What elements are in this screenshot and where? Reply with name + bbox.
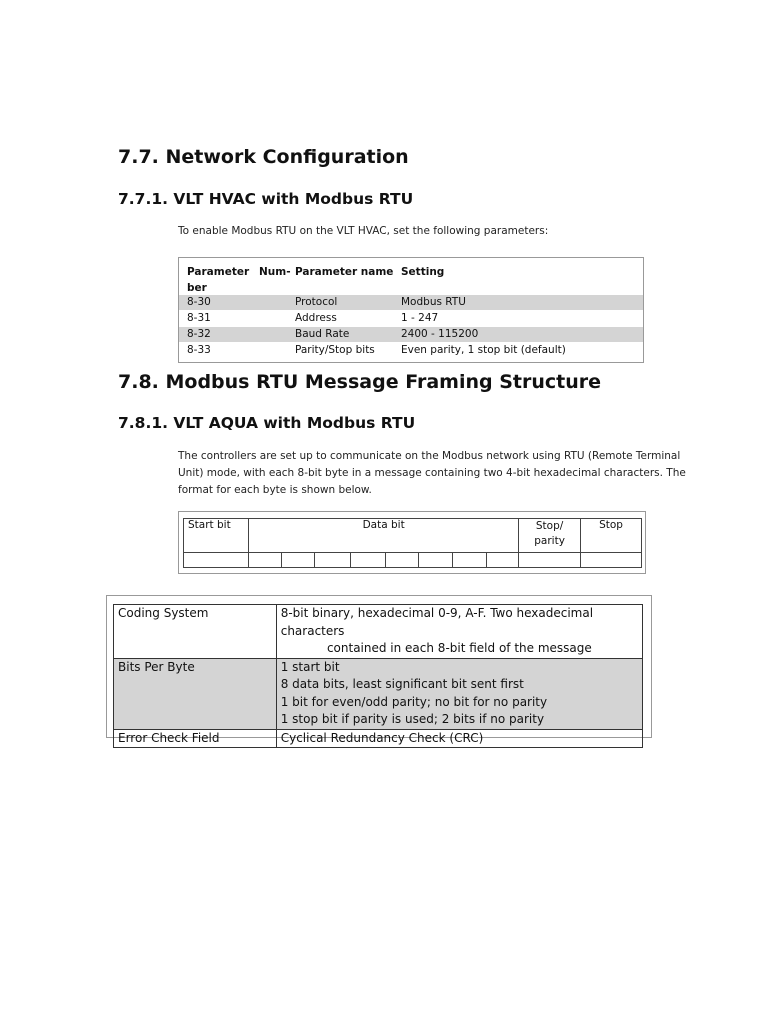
coding-system-label: Coding System	[114, 605, 277, 659]
section-title-7-7: 7.7. Network Configuration	[118, 146, 409, 168]
section-title-7-8: 7.8. Modbus RTU Message Framing Structure	[118, 371, 602, 393]
row-name: Protocol	[295, 296, 338, 308]
aqua-description-line-2: Unit) mode, with each 8-bit byte in a message containing two 4-bit hexadecimal characters. The	[178, 467, 686, 479]
row-param: 8-33	[187, 344, 211, 356]
table-row	[179, 343, 643, 358]
bit-frame-table	[178, 511, 646, 574]
bits-line-1: 1 start bit	[280, 659, 340, 674]
table-row	[179, 295, 643, 310]
hvac-intro-text: To enable Modbus RTU on the VLT HVAC, set the following parameters:	[178, 225, 549, 237]
subsection-title-7-8-1: 7.8.1. VLT AQUA with Modbus RTU	[118, 414, 416, 432]
header-parameter-name: Parameter name	[295, 266, 394, 278]
bits-per-byte-label: Bits Per Byte	[114, 658, 277, 729]
header-parameter-cont: ber	[187, 282, 207, 294]
row-param: 8-30	[187, 296, 211, 308]
bits-line-3: 1 bit for even/odd parity; no bit for no parity	[280, 694, 548, 709]
coding-system-line-2: contained in each 8-bit field of the message	[326, 641, 592, 655]
error-check-label: Error Check Field	[114, 729, 277, 748]
row-setting: 2400 - 115200	[401, 328, 479, 340]
stop-parity-label-2: parity	[534, 535, 565, 547]
row-param: 8-32	[187, 328, 211, 340]
aqua-description-line-3: format for each byte is shown below.	[178, 484, 372, 496]
aqua-description-line-1: The controllers are set up to communicate on the Modbus network using RTU (Remote Terminal	[178, 450, 681, 462]
row-setting: 1 - 247	[401, 312, 439, 324]
stop-cell: Stop	[581, 519, 642, 553]
bits-line-2: 8 data bits, least significant bit sent first	[280, 677, 524, 691]
bits-line-4: 1 stop bit if parity is used; 2 bits if no parity	[280, 712, 545, 726]
header-setting: Setting	[401, 266, 445, 278]
subsection-title-7-7-1: 7.7.1. VLT HVAC with Modbus RTU	[118, 190, 414, 208]
coding-system-line-1: 8-bit binary, hexadecimal 0-9, A-F. Two hexadecimal characters	[280, 606, 594, 638]
header-num: Num-	[259, 266, 291, 278]
row-setting: Even parity, 1 stop bit (default)	[401, 344, 566, 356]
row-param: 8-31	[187, 312, 211, 324]
header-parameter: Parameter	[187, 266, 250, 278]
row-name: Baud Rate	[295, 328, 350, 340]
data-bit-cell: Data bit	[249, 519, 519, 553]
stop-parity-label-1: Stop/	[535, 520, 564, 532]
parameter-table	[178, 257, 644, 363]
row-setting: Modbus RTU	[401, 296, 466, 308]
bits-per-byte-value	[276, 658, 642, 729]
table-row	[179, 327, 643, 342]
parameter-table-header	[179, 258, 643, 295]
stop-parity-cell	[519, 519, 581, 553]
row-name: Address	[295, 312, 337, 324]
start-bit-cell: Start bit	[184, 519, 249, 553]
row-name: Parity/Stop bits	[295, 344, 375, 356]
error-check-value: Cyclical Redundancy Check (CRC)	[276, 729, 642, 748]
table-row	[179, 311, 643, 326]
coding-system-value	[276, 605, 642, 659]
coding-table	[106, 595, 652, 745]
